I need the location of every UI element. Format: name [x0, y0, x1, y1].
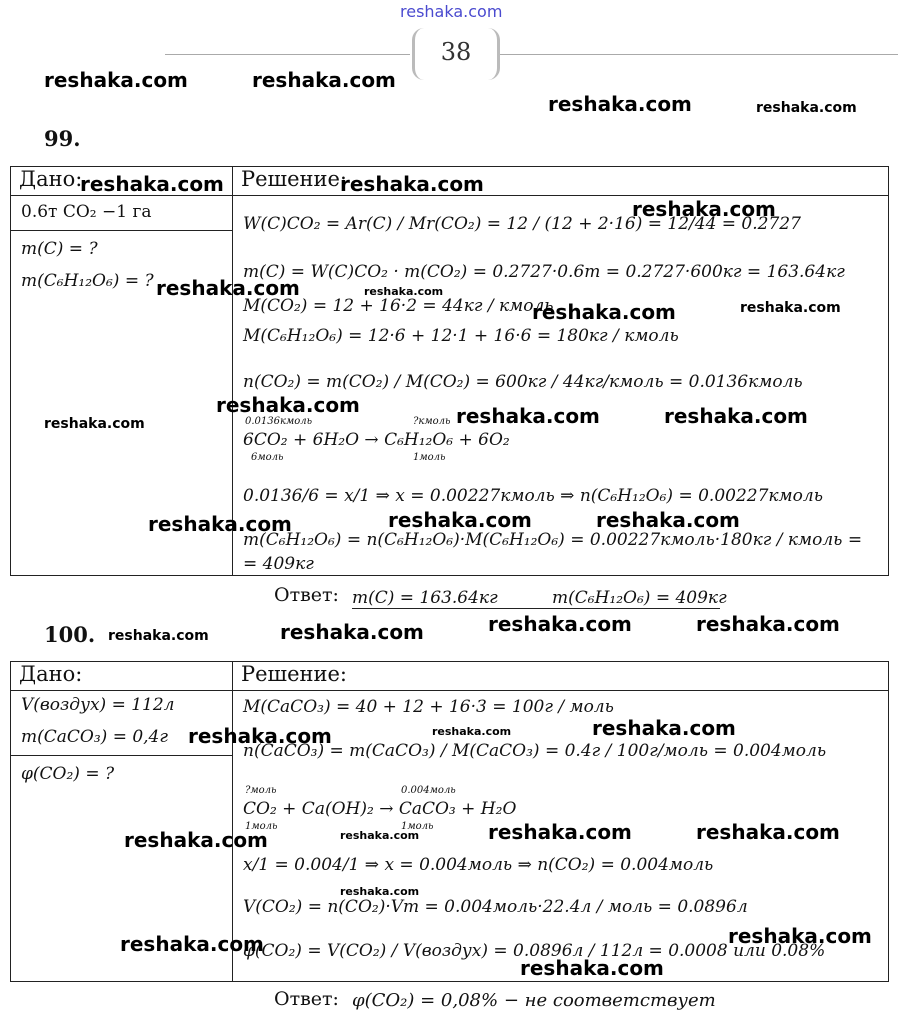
watermark: reshaka.com: [216, 393, 360, 417]
watermark: reshaka.com: [44, 416, 145, 432]
annotation: ?моль: [245, 785, 277, 796]
formula-line: M(C₆H₁₂O₆) = 12·6 + 12·1 + 16·6 = 180кг / кмоль: [243, 326, 679, 346]
annotation: 0.0136кмоль: [245, 416, 313, 427]
watermark: reshaka.com: [188, 724, 332, 748]
formula-line: 0.0136/6 = x/1 ⇒ x = 0.00227кмоль ⇒ n(C₆H₁₂O₆) = 0.00227кмоль: [243, 486, 823, 506]
answer-label: Ответ:: [274, 584, 339, 606]
annotation: ?кмоль: [413, 416, 451, 427]
answer-underline: [352, 588, 727, 609]
watermark: reshaka.com: [340, 829, 420, 842]
annotation: 0.004моль: [401, 785, 456, 796]
answer-value: m(C₆H₁₂O₆) = 409кг: [552, 588, 727, 608]
formula-line: φ(CO₂) = V(CO₂) / V(воздух) = 0.0896л / 112л = 0.0008 или 0.08%: [243, 941, 826, 961]
watermark: reshaka.com: [280, 620, 424, 644]
watermark: reshaka.com: [120, 932, 264, 956]
given-header: Дано:: [11, 167, 233, 196]
reaction-equation: 6CO₂ + 6H₂O → C₆H₁₂O₆ + 6O₂: [243, 430, 510, 450]
annotation: 1моль: [245, 821, 278, 832]
watermark: reshaka.com: [340, 885, 420, 898]
watermark: reshaka.com: [596, 508, 740, 532]
formula-line: M(CO₂) = 12 + 16·2 = 44кг / кмоль: [243, 296, 554, 316]
header-rule-left: [165, 54, 410, 55]
formula-line: = 409кг: [243, 554, 314, 574]
formula-line: x/1 = 0.004/1 ⇒ x = 0.004моль ⇒ n(CO₂) = 0.004моль: [243, 855, 714, 875]
given-line: V(воздух) = 112л: [21, 695, 175, 715]
watermark: reshaka.com: [696, 820, 840, 844]
formula-line: n(CaCO₃) = m(CaCO₃) / M(CaCO₃) = 0.4г / 100г/моль = 0.004моль: [243, 741, 827, 761]
watermark: reshaka.com: [488, 612, 632, 636]
given-line: 0.6т CO₂ −1 га: [21, 202, 152, 222]
watermark: reshaka.com: [592, 716, 736, 740]
solution-header: Решение:: [233, 167, 889, 196]
answer-label: Ответ:: [274, 988, 339, 1010]
given-line: m(CaCO₃) = 0,4г: [21, 727, 168, 747]
watermark: reshaka.com: [44, 68, 188, 92]
formula-line: n(CO₂) = m(CO₂) / M(CO₂) = 600кг / 44кг/кмоль = 0.0136кмоль: [243, 372, 803, 392]
annotation: 6моль: [251, 452, 284, 463]
watermark: reshaka.com: [532, 300, 676, 324]
watermark: reshaka.com: [364, 285, 444, 298]
header-rule-right: [497, 54, 898, 55]
watermark: reshaka.com: [80, 172, 224, 196]
given-cell: [11, 196, 233, 231]
watermark: reshaka.com: [728, 924, 872, 948]
formula-line: M(CaCO₃) = 40 + 12 + 16·3 = 100г / моль: [243, 697, 614, 717]
watermark: reshaka.com: [488, 820, 632, 844]
annotation: 1моль: [413, 452, 446, 463]
find-line: m(C) = ?: [21, 239, 98, 259]
watermark: reshaka.com: [108, 628, 209, 644]
formula-line: V(CO₂) = n(CO₂)·Vm = 0.004моль·22.4л / моль = 0.0896л: [243, 897, 748, 917]
reaction-equation: CO₂ + Ca(OH)₂ → CaCO₃ + H₂O: [243, 799, 517, 819]
watermark: reshaka.com: [340, 172, 484, 196]
formula-line: m(C₆H₁₂O₆) = n(C₆H₁₂O₆)·M(C₆H₁₂O₆) = 0.00227кмоль·180кг / кмоль =: [243, 530, 863, 550]
watermark: reshaka.com: [148, 512, 292, 536]
watermark: reshaka.com: [740, 300, 841, 316]
watermark: reshaka.com: [664, 404, 808, 428]
watermark: reshaka.com: [252, 68, 396, 92]
answer-value: φ(CO₂) = 0,08% − не соответствует: [352, 990, 716, 1011]
task-99-number: 99.: [44, 126, 81, 151]
watermark: reshaka.com: [432, 725, 512, 738]
watermark: reshaka.com: [456, 404, 600, 428]
watermark: reshaka.com: [124, 828, 268, 852]
given-header: Дано:: [11, 662, 233, 691]
watermark: reshaka.com: [520, 956, 664, 980]
page-number: 38: [412, 28, 500, 80]
watermark: reshaka.com: [156, 276, 300, 300]
solution-cell: [233, 196, 889, 576]
solution-header: Решение:: [233, 662, 889, 691]
formula-line: W(C)CO₂ = Ar(C) / Mr(CO₂) = 12 / (12 + 2·16) = 12/44 = 0.2727: [243, 214, 801, 234]
formula-line: m(C) = W(C)CO₂ · m(CO₂) = 0.2727·0.6т = 0.2727·600кг = 163.64кг: [243, 262, 845, 282]
find-line: m(C₆H₁₂O₆) = ?: [21, 271, 154, 291]
watermark: reshaka.com: [696, 612, 840, 636]
site-header-link[interactable]: reshaka.com: [400, 2, 503, 21]
annotation: 1моль: [401, 821, 434, 832]
answer-value: m(C) = 163.64кг: [352, 588, 498, 608]
watermark: reshaka.com: [548, 92, 692, 116]
watermark: reshaka.com: [388, 508, 532, 532]
task-100-number: 100.: [44, 622, 96, 647]
watermark: reshaka.com: [632, 197, 776, 221]
find-line: φ(CO₂) = ?: [21, 764, 115, 785]
watermark: reshaka.com: [756, 100, 857, 116]
